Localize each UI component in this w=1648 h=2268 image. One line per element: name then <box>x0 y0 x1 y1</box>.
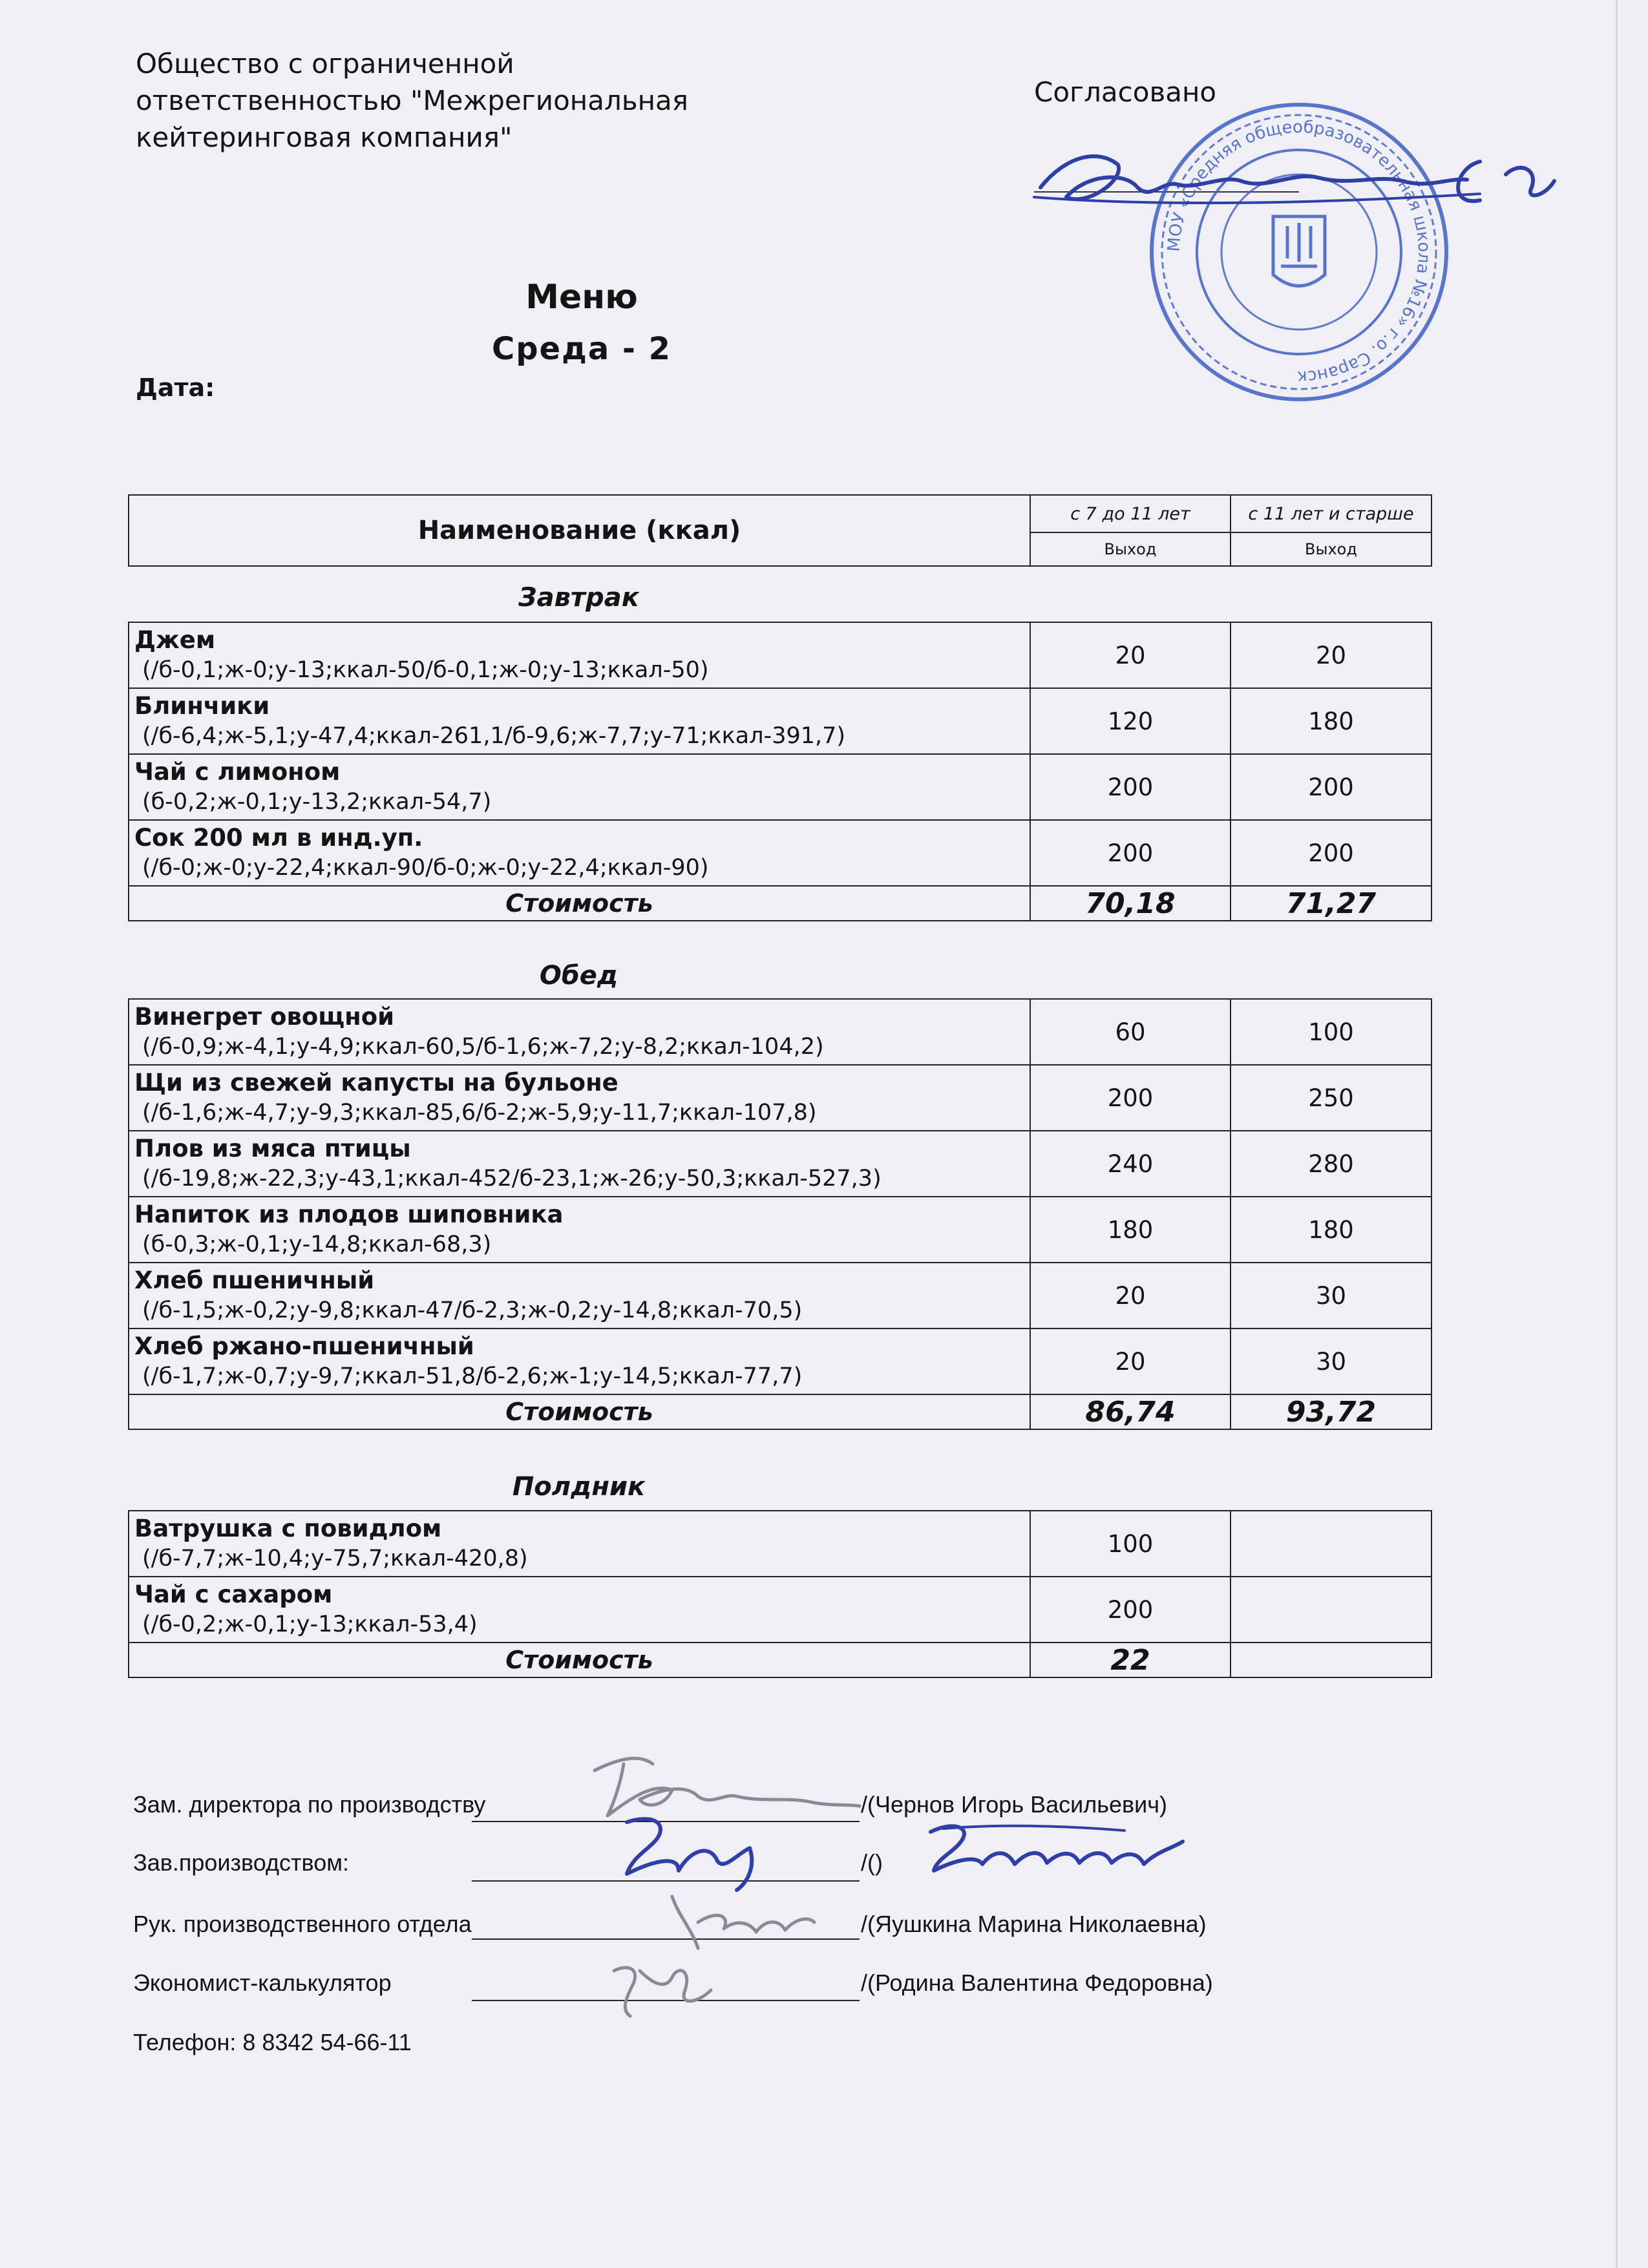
dish-nutrition: (/б-0,2;ж-0,1;у-13;ккал-53,4) <box>142 1612 478 1637</box>
table-row <box>129 820 1431 886</box>
page-title: Меню <box>525 278 638 317</box>
output-junior: 200 <box>1030 1577 1231 1643</box>
output-junior: 200 <box>1030 1065 1231 1131</box>
output-junior: 200 <box>1030 754 1231 820</box>
production-head-signature-icon <box>607 1809 776 1893</box>
signature-name-economist: /(Родина Валентина Федоровна) <box>861 1969 1213 1996</box>
output-junior: 100 <box>1030 1511 1231 1577</box>
dish-cell <box>129 1065 1030 1131</box>
dish-name: Напиток из плодов шиповника <box>134 1201 564 1228</box>
table-row <box>129 1511 1431 1577</box>
output-senior <box>1231 1577 1431 1643</box>
dish-cell <box>129 1511 1030 1577</box>
output-senior: 30 <box>1231 1263 1431 1328</box>
output-senior: 30 <box>1231 1328 1431 1394</box>
dish-nutrition: (/б-0;ж-0;у-22,4;ккал-90/б-0;ж-0;у-22,4;ккал-90) <box>142 855 709 881</box>
table-row <box>129 1328 1431 1394</box>
dish-name: Ватрушка с повидлом <box>134 1515 442 1542</box>
dish-cell <box>129 820 1030 886</box>
dish-cell <box>129 1197 1030 1263</box>
output-junior: 120 <box>1030 688 1231 754</box>
organization-line-1: Общество с ограниченной <box>136 48 514 79</box>
dish-name: Блинчики <box>134 692 270 720</box>
signature-role-department-head: Рук. производственного отдела <box>133 1911 472 1937</box>
column-header-output-1: Выход <box>1030 532 1231 566</box>
output-senior: 180 <box>1231 688 1431 754</box>
dish-cell <box>129 1263 1030 1328</box>
dish-name: Джем <box>134 626 216 654</box>
section-title-afternoon-snack: Полдник <box>512 1472 646 1502</box>
output-junior: 180 <box>1030 1197 1231 1263</box>
stamp-text: МОУ «Средняя общеобразовательная школа №16» г.о. Саранск <box>1164 117 1434 387</box>
cost-row <box>129 1643 1431 1677</box>
output-junior: 200 <box>1030 820 1231 886</box>
dish-nutrition: (/б-0,9;ж-4,1;у-4,9;ккал-60,5/б-1,6;ж-7,2;у-8,2;ккал-104,2) <box>142 1034 824 1060</box>
dish-name: Чай с лимоном <box>134 758 341 786</box>
approval-signature-icon <box>1028 136 1558 233</box>
output-senior: 180 <box>1231 1197 1431 1263</box>
cost-label: Стоимость <box>129 1643 1030 1677</box>
dish-nutrition: (/б-19,8;ж-22,3;у-43,1;ккал-452/б-23,1;ж-26;у-50,3;ккал-527,3) <box>142 1166 882 1192</box>
signature-role-deputy-director: Зам. директора по производству <box>133 1791 486 1818</box>
output-junior: 240 <box>1030 1131 1231 1197</box>
dish-cell <box>129 999 1030 1065</box>
column-header-age-2: с 11 лет и старше <box>1231 495 1431 532</box>
dish-nutrition: (б-0,2;ж-0,1;у-13,2;ккал-54,7) <box>142 789 492 815</box>
table-row <box>129 1263 1431 1328</box>
dish-nutrition: (/б-1,6;ж-4,7;у-9,3;ккал-85,6/б-2;ж-5,9;у-11,7;ккал-107,8) <box>142 1100 817 1126</box>
menu-day: Среда - 2 <box>491 331 672 367</box>
economist-signature-icon <box>601 1945 730 2022</box>
cost-label: Стоимость <box>129 886 1030 921</box>
table-row <box>129 754 1431 820</box>
menu-header-table <box>128 494 1432 567</box>
dish-name: Чай с сахаром <box>134 1580 333 1608</box>
cost-senior: 71,27 <box>1231 886 1431 921</box>
dish-cell <box>129 1131 1030 1197</box>
dish-nutrition: (б-0,3;ж-0,1;у-14,8;ккал-68,3) <box>142 1232 492 1257</box>
cost-row <box>129 886 1431 921</box>
table-row <box>129 1065 1431 1131</box>
dish-cell <box>129 622 1030 688</box>
dish-name: Хлеб пшеничный <box>134 1266 375 1294</box>
output-junior: 20 <box>1030 1263 1231 1328</box>
column-header-output-2: Выход <box>1231 532 1431 566</box>
dish-cell <box>129 1577 1030 1643</box>
dish-nutrition: (/б-6,4;ж-5,1;у-47,4;ккал-261,1/б-9,6;ж-7,7;у-71;ккал-391,7) <box>142 723 846 749</box>
organization-name <box>136 45 688 156</box>
section-title-lunch: Обед <box>539 961 618 991</box>
dish-nutrition: (/б-1,7;ж-0,7;у-9,7;ккал-51,8/б-2,6;ж-1;у-14,5;ккал-77,7) <box>142 1363 803 1389</box>
output-junior: 20 <box>1030 1328 1231 1394</box>
output-senior <box>1231 1511 1431 1577</box>
output-senior: 200 <box>1231 754 1431 820</box>
table-row <box>129 999 1431 1065</box>
table-row <box>129 1577 1431 1643</box>
output-junior: 20 <box>1030 622 1231 688</box>
signature-role-production-head: Зав.производством: <box>133 1849 349 1876</box>
approval-label: Согласовано <box>1034 76 1217 108</box>
dish-name: Винегрет овощной <box>134 1003 395 1031</box>
dish-nutrition: (/б-1,5;ж-0,2;у-9,8;ккал-47/б-2,3;ж-0,2;у-14,8;ккал-70,5) <box>142 1297 803 1323</box>
output-senior: 280 <box>1231 1131 1431 1197</box>
cost-junior: 22 <box>1030 1643 1231 1677</box>
phone-number: Телефон: 8 8342 54-66-11 <box>133 2029 412 2055</box>
dish-name: Хлеб ржано-пшеничный <box>134 1332 474 1360</box>
table-row <box>129 688 1431 754</box>
dish-name: Сок 200 мл в инд.уп. <box>134 824 423 852</box>
cost-junior: 86,74 <box>1030 1394 1231 1429</box>
dish-cell <box>129 1328 1030 1394</box>
output-senior: 200 <box>1231 820 1431 886</box>
cost-label: Стоимость <box>129 1394 1030 1429</box>
section-title-breakfast: Завтрак <box>518 583 639 613</box>
dish-nutrition: (/б-7,7;ж-10,4;у-75,7;ккал-420,8) <box>142 1546 528 1571</box>
dish-name: Щи из свежей капусты на бульоне <box>134 1069 618 1097</box>
organization-line-2: ответственностью "Межрегиональная <box>136 85 689 116</box>
output-senior: 20 <box>1231 622 1431 688</box>
organization-line-3: кейтеринговая компания" <box>136 121 512 153</box>
table-row <box>129 622 1431 688</box>
dish-nutrition: (/б-0,1;ж-0;у-13;ккал-50/б-0,1;ж-0;у-13;ккал-50) <box>142 657 709 683</box>
column-header-age-1: с 7 до 11 лет <box>1030 495 1231 532</box>
cost-row <box>129 1394 1431 1429</box>
cost-senior: 93,72 <box>1231 1394 1431 1429</box>
signature-role-economist: Экономист-калькулятор <box>133 1969 392 1996</box>
afternoon-snack-table <box>128 1510 1432 1678</box>
cost-junior: 70,18 <box>1030 886 1231 921</box>
cost-senior <box>1231 1643 1431 1677</box>
output-senior: 100 <box>1231 999 1431 1065</box>
output-junior: 60 <box>1030 999 1231 1065</box>
production-head-initials-signature-icon <box>918 1812 1189 1884</box>
table-row <box>129 1197 1431 1263</box>
date-label: Дата: <box>136 373 215 402</box>
column-header-name: Наименование (ккал) <box>129 495 1030 566</box>
lunch-table <box>128 998 1432 1430</box>
dish-name: Плов из мяса птицы <box>134 1135 411 1162</box>
header-row-age <box>129 495 1431 532</box>
signature-name-production-head: /() <box>861 1849 883 1876</box>
signature-name-deputy-director: /(Чернов Игорь Васильевич) <box>861 1791 1167 1818</box>
dish-cell <box>129 754 1030 820</box>
department-head-signature-icon <box>653 1884 821 1955</box>
breakfast-table <box>128 622 1432 921</box>
output-senior: 250 <box>1231 1065 1431 1131</box>
signature-name-department-head: /(Яушкина Марина Николаевна) <box>861 1911 1207 1937</box>
table-row <box>129 1131 1431 1197</box>
dish-cell <box>129 688 1030 754</box>
